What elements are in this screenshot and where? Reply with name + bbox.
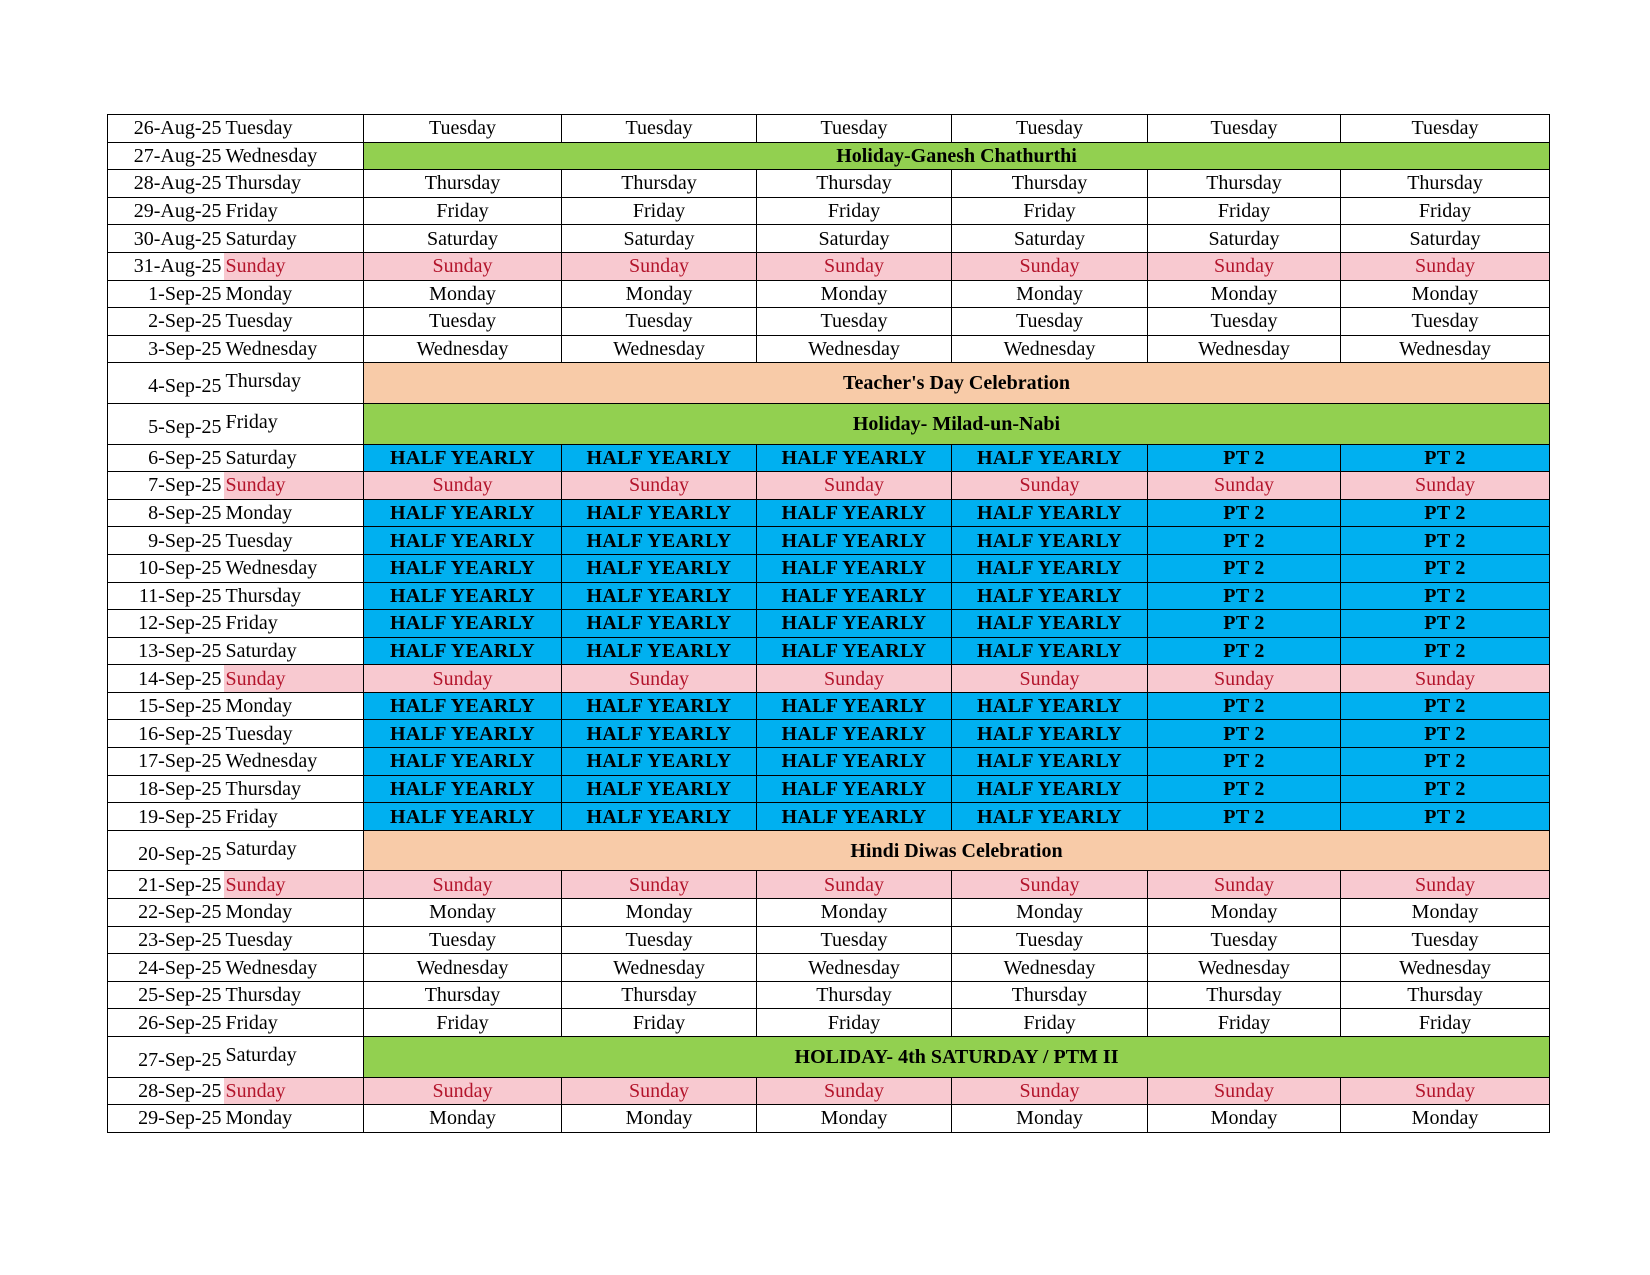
exam-cell: PT 2 <box>1341 748 1550 776</box>
exam-cell: HALF YEARLY <box>364 610 562 638</box>
sunday-cell: Sunday <box>952 871 1148 899</box>
exam-cell: HALF YEARLY <box>757 527 952 555</box>
schedule-row <box>108 308 1550 336</box>
day-entry-cell: Tuesday <box>757 115 952 143</box>
day-entry-cell: Tuesday <box>364 115 562 143</box>
date-cell: 19-Sep-25 <box>108 803 224 831</box>
day-entry-cell: Friday <box>1341 1009 1550 1037</box>
exam-cell: PT 2 <box>1341 554 1550 582</box>
schedule-row <box>108 899 1550 927</box>
sunday-cell: Sunday <box>1148 252 1341 280</box>
day-cell: Saturday <box>224 830 364 871</box>
day-entry-cell: Tuesday <box>364 308 562 336</box>
day-entry-cell: Monday <box>952 899 1148 927</box>
day-cell: Thursday <box>224 170 364 198</box>
day-entry-cell: Thursday <box>1341 170 1550 198</box>
exam-cell: PT 2 <box>1341 499 1550 527</box>
sunday-cell: Sunday <box>364 252 562 280</box>
sunday-cell: Sunday <box>757 1077 952 1105</box>
day-entry-cell: Tuesday <box>562 115 757 143</box>
exam-cell: HALF YEARLY <box>364 748 562 776</box>
day-entry-cell: Wednesday <box>562 335 757 363</box>
day-cell: Friday <box>224 1009 364 1037</box>
day-entry-cell: Tuesday <box>757 926 952 954</box>
exam-cell: PT 2 <box>1341 803 1550 831</box>
exam-cell: HALF YEARLY <box>952 803 1148 831</box>
day-cell: Sunday <box>224 1077 364 1105</box>
day-cell: Thursday <box>224 363 364 404</box>
day-entry-cell: Tuesday <box>1148 926 1341 954</box>
day-entry-cell: Tuesday <box>757 308 952 336</box>
day-cell: Wednesday <box>224 142 364 170</box>
schedule-row <box>108 403 1550 444</box>
day-entry-cell: Monday <box>562 280 757 308</box>
day-entry-cell: Thursday <box>757 170 952 198</box>
day-cell: Saturday <box>224 225 364 253</box>
sunday-cell: Sunday <box>757 665 952 693</box>
exam-cell: HALF YEARLY <box>562 582 757 610</box>
exam-cell: HALF YEARLY <box>562 527 757 555</box>
exam-cell: HALF YEARLY <box>364 775 562 803</box>
exam-cell: PT 2 <box>1148 527 1341 555</box>
day-entry-cell: Tuesday <box>952 308 1148 336</box>
exam-cell: HALF YEARLY <box>562 775 757 803</box>
day-entry-cell: Thursday <box>1148 170 1341 198</box>
sunday-cell: Sunday <box>757 871 952 899</box>
day-entry-cell: Saturday <box>1148 225 1341 253</box>
exam-cell: PT 2 <box>1341 720 1550 748</box>
day-cell: Tuesday <box>224 527 364 555</box>
schedule-row <box>108 170 1550 198</box>
day-entry-cell: Thursday <box>1341 981 1550 1009</box>
date-cell: 5-Sep-25 <box>108 403 224 444</box>
day-entry-cell: Wednesday <box>1148 954 1341 982</box>
exam-cell: PT 2 <box>1148 554 1341 582</box>
day-entry-cell: Tuesday <box>1148 115 1341 143</box>
day-entry-cell: Thursday <box>562 981 757 1009</box>
day-entry-cell: Friday <box>757 1009 952 1037</box>
exam-cell: HALF YEARLY <box>757 775 952 803</box>
day-entry-cell: Tuesday <box>1148 308 1341 336</box>
schedule-row <box>108 582 1550 610</box>
exam-cell: HALF YEARLY <box>757 748 952 776</box>
schedule-row <box>108 554 1550 582</box>
exam-cell: HALF YEARLY <box>364 582 562 610</box>
exam-cell: HALF YEARLY <box>562 803 757 831</box>
schedule-row <box>108 871 1550 899</box>
day-entry-cell: Monday <box>1148 280 1341 308</box>
schedule-row <box>108 499 1550 527</box>
exam-cell: HALF YEARLY <box>757 610 952 638</box>
day-entry-cell: Monday <box>1341 1105 1550 1133</box>
day-entry-cell: Thursday <box>562 170 757 198</box>
date-cell: 12-Sep-25 <box>108 610 224 638</box>
sunday-cell: Sunday <box>1341 665 1550 693</box>
day-entry-cell: Monday <box>364 899 562 927</box>
day-cell: Tuesday <box>224 115 364 143</box>
schedule-row <box>108 637 1550 665</box>
day-entry-cell: Wednesday <box>562 954 757 982</box>
date-cell: 6-Sep-25 <box>108 444 224 472</box>
day-entry-cell: Tuesday <box>952 115 1148 143</box>
date-cell: 2-Sep-25 <box>108 308 224 336</box>
day-cell: Wednesday <box>224 748 364 776</box>
sunday-cell: Sunday <box>562 871 757 899</box>
day-entry-cell: Monday <box>364 280 562 308</box>
day-entry-cell: Saturday <box>562 225 757 253</box>
day-entry-cell: Monday <box>562 899 757 927</box>
day-cell: Sunday <box>224 472 364 500</box>
exam-cell: HALF YEARLY <box>952 554 1148 582</box>
schedule-row <box>108 1077 1550 1105</box>
exam-cell: HALF YEARLY <box>757 499 952 527</box>
date-cell: 9-Sep-25 <box>108 527 224 555</box>
date-cell: 10-Sep-25 <box>108 554 224 582</box>
day-entry-cell: Wednesday <box>1148 335 1341 363</box>
day-entry-cell: Wednesday <box>952 335 1148 363</box>
day-entry-cell: Tuesday <box>1341 115 1550 143</box>
sunday-cell: Sunday <box>952 1077 1148 1105</box>
sunday-cell: Sunday <box>364 472 562 500</box>
day-entry-cell: Saturday <box>757 225 952 253</box>
schedule-row <box>108 692 1550 720</box>
schedule-row <box>108 610 1550 638</box>
exam-cell: HALF YEARLY <box>757 692 952 720</box>
day-entry-cell: Tuesday <box>562 926 757 954</box>
date-cell: 29-Sep-25 <box>108 1105 224 1133</box>
day-entry-cell: Friday <box>562 197 757 225</box>
date-cell: 15-Sep-25 <box>108 692 224 720</box>
schedule-row <box>108 720 1550 748</box>
day-entry-cell: Monday <box>757 1105 952 1133</box>
sunday-cell: Sunday <box>562 665 757 693</box>
day-entry-cell: Monday <box>1341 280 1550 308</box>
day-entry-cell: Saturday <box>952 225 1148 253</box>
schedule-row <box>108 225 1550 253</box>
sunday-cell: Sunday <box>1148 871 1341 899</box>
exam-cell: PT 2 <box>1148 775 1341 803</box>
exam-cell: HALF YEARLY <box>562 554 757 582</box>
day-entry-cell: Monday <box>952 280 1148 308</box>
exam-cell: HALF YEARLY <box>952 444 1148 472</box>
schedule-row <box>108 926 1550 954</box>
schedule-row <box>108 981 1550 1009</box>
day-cell: Monday <box>224 499 364 527</box>
event-banner: HOLIDAY- 4th SATURDAY / PTM II <box>364 1037 1550 1078</box>
exam-cell: HALF YEARLY <box>952 775 1148 803</box>
exam-cell: HALF YEARLY <box>364 720 562 748</box>
exam-cell: HALF YEARLY <box>757 444 952 472</box>
exam-cell: HALF YEARLY <box>757 582 952 610</box>
date-cell: 1-Sep-25 <box>108 280 224 308</box>
sunday-cell: Sunday <box>364 665 562 693</box>
day-cell: Thursday <box>224 775 364 803</box>
exam-cell: HALF YEARLY <box>952 527 1148 555</box>
day-entry-cell: Tuesday <box>364 926 562 954</box>
schedule-row <box>108 775 1550 803</box>
day-entry-cell: Thursday <box>757 981 952 1009</box>
day-cell: Tuesday <box>224 926 364 954</box>
day-cell: Monday <box>224 692 364 720</box>
day-cell: Thursday <box>224 981 364 1009</box>
date-cell: 26-Sep-25 <box>108 1009 224 1037</box>
day-entry-cell: Tuesday <box>1341 308 1550 336</box>
schedule-row <box>108 252 1550 280</box>
day-entry-cell: Friday <box>757 197 952 225</box>
day-entry-cell: Wednesday <box>757 954 952 982</box>
day-cell: Friday <box>224 610 364 638</box>
day-entry-cell: Friday <box>1341 197 1550 225</box>
date-cell: 29-Aug-25 <box>108 197 224 225</box>
day-entry-cell: Friday <box>562 1009 757 1037</box>
date-cell: 30-Aug-25 <box>108 225 224 253</box>
schedule-row <box>108 954 1550 982</box>
exam-cell: HALF YEARLY <box>562 692 757 720</box>
date-cell: 11-Sep-25 <box>108 582 224 610</box>
date-cell: 4-Sep-25 <box>108 363 224 404</box>
date-cell: 27-Aug-25 <box>108 142 224 170</box>
sunday-cell: Sunday <box>952 252 1148 280</box>
day-entry-cell: Monday <box>1148 899 1341 927</box>
day-entry-cell: Friday <box>364 1009 562 1037</box>
day-cell: Saturday <box>224 637 364 665</box>
day-cell: Tuesday <box>224 308 364 336</box>
exam-cell: PT 2 <box>1148 720 1341 748</box>
exam-cell: PT 2 <box>1341 527 1550 555</box>
day-cell: Monday <box>224 1105 364 1133</box>
date-cell: 28-Aug-25 <box>108 170 224 198</box>
exam-cell: HALF YEARLY <box>952 582 1148 610</box>
date-cell: 18-Sep-25 <box>108 775 224 803</box>
exam-cell: PT 2 <box>1148 803 1341 831</box>
day-entry-cell: Tuesday <box>1341 926 1550 954</box>
day-cell: Friday <box>224 403 364 444</box>
date-cell: 24-Sep-25 <box>108 954 224 982</box>
exam-cell: HALF YEARLY <box>952 748 1148 776</box>
schedule-row <box>108 363 1550 404</box>
day-cell: Saturday <box>224 1037 364 1078</box>
day-entry-cell: Thursday <box>364 981 562 1009</box>
date-cell: 26-Aug-25 <box>108 115 224 143</box>
date-cell: 14-Sep-25 <box>108 665 224 693</box>
exam-cell: HALF YEARLY <box>562 499 757 527</box>
event-banner: Hindi Diwas Celebration <box>364 830 1550 871</box>
exam-cell: PT 2 <box>1148 748 1341 776</box>
exam-cell: PT 2 <box>1341 582 1550 610</box>
date-cell: 31-Aug-25 <box>108 252 224 280</box>
sunday-cell: Sunday <box>1341 871 1550 899</box>
schedule-row <box>108 665 1550 693</box>
day-entry-cell: Wednesday <box>1341 335 1550 363</box>
sunday-cell: Sunday <box>364 1077 562 1105</box>
exam-cell: PT 2 <box>1148 444 1341 472</box>
schedule-row <box>108 472 1550 500</box>
day-entry-cell: Saturday <box>364 225 562 253</box>
day-entry-cell: Thursday <box>952 170 1148 198</box>
exam-cell: HALF YEARLY <box>757 554 952 582</box>
day-entry-cell: Thursday <box>364 170 562 198</box>
exam-cell: HALF YEARLY <box>757 720 952 748</box>
schedule-row <box>108 197 1550 225</box>
event-banner: Holiday- Milad-un-Nabi <box>364 403 1550 444</box>
date-cell: 22-Sep-25 <box>108 899 224 927</box>
day-cell: Friday <box>224 197 364 225</box>
schedule-row <box>108 115 1550 143</box>
schedule-row <box>108 444 1550 472</box>
exam-cell: HALF YEARLY <box>364 444 562 472</box>
sunday-cell: Sunday <box>952 665 1148 693</box>
schedule-row <box>108 1105 1550 1133</box>
day-cell: Saturday <box>224 444 364 472</box>
day-entry-cell: Wednesday <box>364 335 562 363</box>
day-entry-cell: Monday <box>952 1105 1148 1133</box>
exam-cell: HALF YEARLY <box>562 720 757 748</box>
schedule-row <box>108 280 1550 308</box>
day-entry-cell: Wednesday <box>364 954 562 982</box>
schedule-body <box>108 115 1550 1133</box>
day-entry-cell: Friday <box>364 197 562 225</box>
day-entry-cell: Thursday <box>1148 981 1341 1009</box>
exam-cell: PT 2 <box>1341 610 1550 638</box>
event-banner: Teacher's Day Celebration <box>364 363 1550 404</box>
exam-cell: HALF YEARLY <box>364 803 562 831</box>
date-cell: 7-Sep-25 <box>108 472 224 500</box>
day-cell: Wednesday <box>224 954 364 982</box>
day-entry-cell: Friday <box>1148 1009 1341 1037</box>
exam-cell: HALF YEARLY <box>562 444 757 472</box>
sunday-cell: Sunday <box>952 472 1148 500</box>
exam-cell: HALF YEARLY <box>562 610 757 638</box>
date-cell: 27-Sep-25 <box>108 1037 224 1078</box>
exam-cell: HALF YEARLY <box>952 499 1148 527</box>
exam-cell: PT 2 <box>1148 582 1341 610</box>
sunday-cell: Sunday <box>562 472 757 500</box>
day-cell: Friday <box>224 803 364 831</box>
date-cell: 16-Sep-25 <box>108 720 224 748</box>
sunday-cell: Sunday <box>562 1077 757 1105</box>
sunday-cell: Sunday <box>1148 472 1341 500</box>
date-cell: 23-Sep-25 <box>108 926 224 954</box>
schedule-row <box>108 803 1550 831</box>
date-cell: 21-Sep-25 <box>108 871 224 899</box>
exam-cell: HALF YEARLY <box>952 637 1148 665</box>
sunday-cell: Sunday <box>1148 665 1341 693</box>
exam-cell: HALF YEARLY <box>757 803 952 831</box>
schedule-row <box>108 1037 1550 1078</box>
exam-cell: HALF YEARLY <box>364 692 562 720</box>
schedule-row <box>108 830 1550 871</box>
sunday-cell: Sunday <box>1341 252 1550 280</box>
schedule-table <box>107 114 1550 1133</box>
exam-cell: PT 2 <box>1148 499 1341 527</box>
exam-cell: HALF YEARLY <box>952 720 1148 748</box>
day-cell: Tuesday <box>224 720 364 748</box>
day-entry-cell: Wednesday <box>757 335 952 363</box>
day-cell: Thursday <box>224 582 364 610</box>
sunday-cell: Sunday <box>757 252 952 280</box>
date-cell: 20-Sep-25 <box>108 830 224 871</box>
sunday-cell: Sunday <box>757 472 952 500</box>
day-entry-cell: Tuesday <box>952 926 1148 954</box>
event-banner: Holiday-Ganesh Chathurthi <box>364 142 1550 170</box>
exam-cell: PT 2 <box>1148 610 1341 638</box>
day-entry-cell: Monday <box>364 1105 562 1133</box>
exam-cell: HALF YEARLY <box>952 610 1148 638</box>
schedule-row <box>108 1009 1550 1037</box>
sunday-cell: Sunday <box>562 252 757 280</box>
sunday-cell: Sunday <box>1341 472 1550 500</box>
day-entry-cell: Friday <box>952 1009 1148 1037</box>
day-cell: Sunday <box>224 665 364 693</box>
exam-cell: PT 2 <box>1148 637 1341 665</box>
day-cell: Monday <box>224 280 364 308</box>
date-cell: 17-Sep-25 <box>108 748 224 776</box>
schedule-row <box>108 527 1550 555</box>
day-cell: Wednesday <box>224 554 364 582</box>
exam-cell: HALF YEARLY <box>364 499 562 527</box>
day-entry-cell: Tuesday <box>562 308 757 336</box>
day-entry-cell: Thursday <box>952 981 1148 1009</box>
day-entry-cell: Monday <box>562 1105 757 1133</box>
schedule-row <box>108 748 1550 776</box>
exam-cell: PT 2 <box>1341 775 1550 803</box>
exam-cell: HALF YEARLY <box>364 637 562 665</box>
day-entry-cell: Monday <box>757 280 952 308</box>
date-cell: 8-Sep-25 <box>108 499 224 527</box>
schedule-row <box>108 142 1550 170</box>
exam-cell: PT 2 <box>1341 637 1550 665</box>
day-cell: Wednesday <box>224 335 364 363</box>
date-cell: 13-Sep-25 <box>108 637 224 665</box>
exam-cell: HALF YEARLY <box>562 637 757 665</box>
day-cell: Sunday <box>224 871 364 899</box>
exam-cell: PT 2 <box>1341 444 1550 472</box>
sunday-cell: Sunday <box>364 871 562 899</box>
date-cell: 3-Sep-25 <box>108 335 224 363</box>
day-entry-cell: Wednesday <box>952 954 1148 982</box>
day-entry-cell: Monday <box>1148 1105 1341 1133</box>
exam-cell: PT 2 <box>1341 692 1550 720</box>
exam-cell: HALF YEARLY <box>364 554 562 582</box>
schedule-row <box>108 335 1550 363</box>
day-entry-cell: Monday <box>1341 899 1550 927</box>
date-cell: 28-Sep-25 <box>108 1077 224 1105</box>
exam-cell: HALF YEARLY <box>364 527 562 555</box>
sunday-cell: Sunday <box>1148 1077 1341 1105</box>
day-entry-cell: Wednesday <box>1341 954 1550 982</box>
day-entry-cell: Friday <box>952 197 1148 225</box>
day-cell: Monday <box>224 899 364 927</box>
exam-cell: PT 2 <box>1148 692 1341 720</box>
sunday-cell: Sunday <box>1341 1077 1550 1105</box>
day-entry-cell: Monday <box>757 899 952 927</box>
day-cell: Sunday <box>224 252 364 280</box>
day-entry-cell: Saturday <box>1341 225 1550 253</box>
exam-cell: HALF YEARLY <box>757 637 952 665</box>
day-entry-cell: Friday <box>1148 197 1341 225</box>
exam-cell: HALF YEARLY <box>562 748 757 776</box>
date-cell: 25-Sep-25 <box>108 981 224 1009</box>
exam-cell: HALF YEARLY <box>952 692 1148 720</box>
